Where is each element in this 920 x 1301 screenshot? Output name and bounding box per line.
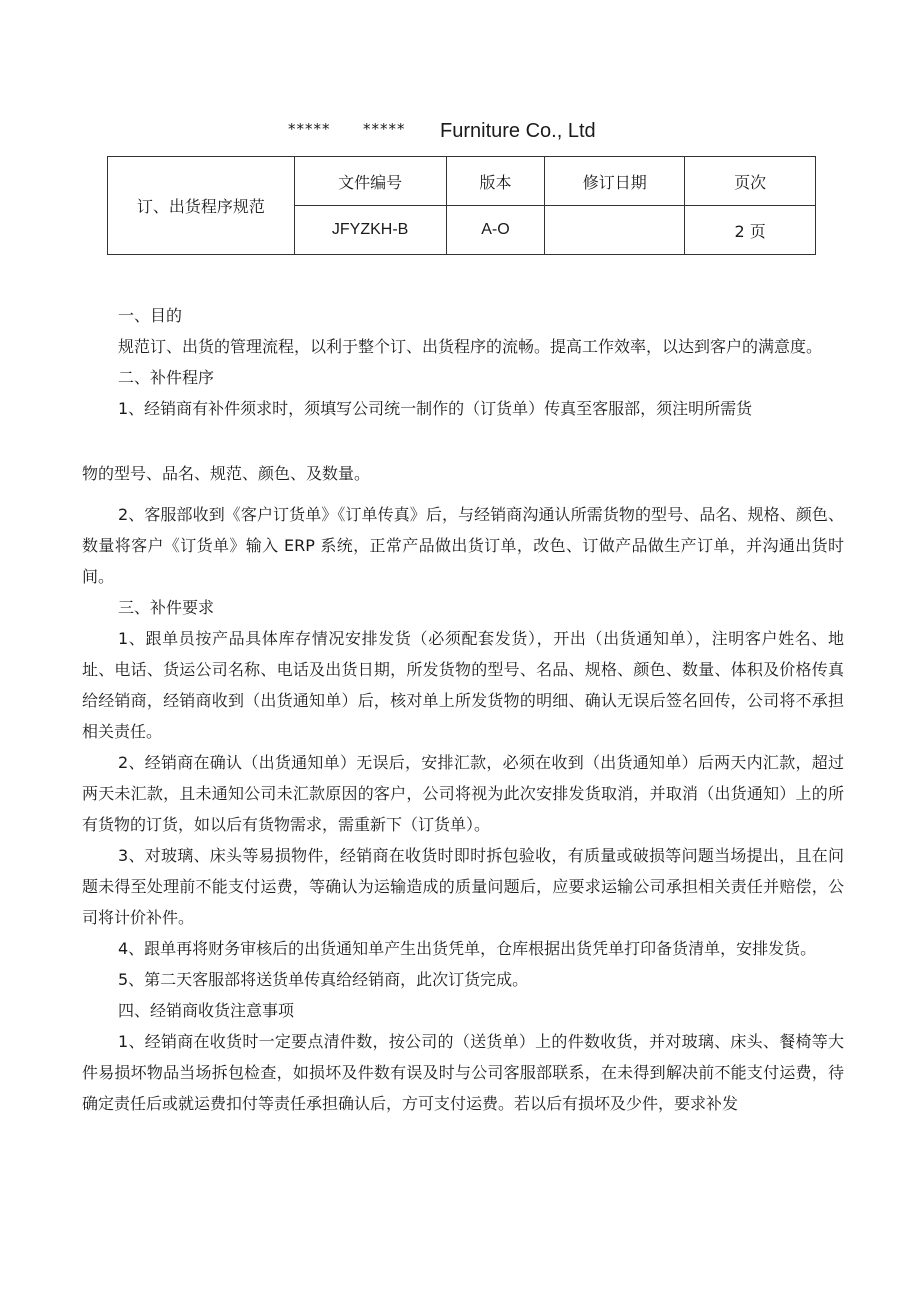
company-name: Furniture Co., Ltd: [440, 120, 596, 142]
document-title: 订、出货程序规范: [108, 157, 295, 255]
section-3-item-3: 3、对玻璃、床头等易损物件，经销商在收货时即时拆包验收，有质量或破损等问题当场提出，且在问题未得至处理前不能支付运费，等确认为运输造成的质量问题后，应要求运输公司承担相关责任并赔偿，公司将计价补件。: [82, 846, 844, 927]
revise-date-header: 修订日期: [545, 157, 685, 206]
document-body: [82, 300, 844, 1119]
doc-number-value: JFYZKH-B: [294, 206, 446, 255]
section-3-item-5: 5、第二天客服部将送货单传真给经销商，此次订货完成。: [118, 970, 529, 989]
section-3-item-4: 4、跟单再将财务审核后的出货通知单产生出货凭单，仓库根据出货凭单打印备货清单，安排发货。: [118, 939, 817, 958]
company-header: [0, 118, 920, 148]
pages-header: 页次: [685, 157, 816, 206]
section-4-item-1: 1、经销商在收货时一定要点清件数，按公司的（送货单）上的件数收货，并对玻璃、床头、餐椅等大件易损坏物品当场拆包检查，如损坏及件数有误及时与公司客服部联系，在未得到解决前不能支付运费，待确定责任后或就运费扣付等责任承担确认后，方可支付运费。若以后有损坏及少件，要求补发: [82, 1032, 844, 1113]
section-4-title: 四、经销商收货注意事项: [118, 1001, 295, 1020]
section-1-title: 一、目的: [118, 306, 183, 325]
section-2-item-1-line1: 1、经销商有补件须求时，须填写公司统一制作的（订货单）传真至客服部，须注明所需货: [118, 399, 753, 418]
section-2-item-1-line2: 物的型号、品名、规范、颜色、及数量。: [82, 464, 371, 483]
version-header: 版本: [446, 157, 545, 206]
section-3-item-1: 1、跟单员按产品具体库存情况安排发货（必须配套发货），开出（出货通知单），注明客户姓名、地址、电话、货运公司名称、电话及出货日期，所发货物的型号、名品、规格、颜色、数量、体积及价格传真给经销商，经销商收到（出货通知单）后，核对单上所发货物的明细、确认无误后签名回传，公司将不承担相关责任。: [82, 629, 844, 741]
version-value: A-O: [446, 206, 545, 255]
document-info-table: [107, 156, 816, 255]
masked-name-right: *****: [363, 120, 406, 138]
doc-number-header: 文件编号: [294, 157, 446, 206]
paragraph-gap: [82, 424, 844, 458]
pages-value: 2 页: [685, 206, 816, 255]
revise-date-value: [545, 206, 685, 255]
section-2-item-2: 2、客服部收到《客户订货单》《订单传真》后，与经销商沟通认所需货物的型号、品名、规格、颜色、数量将客户《订货单》输入 ERP 系统，正常产品做出货订单，改色、订做产品做生产订单，并沟通出货时间。: [82, 505, 844, 586]
section-1-paragraph: 规范订、出货的管理流程，以利于整个订、出货程序的流畅。提高工作效率，以达到客户的满意度。: [118, 337, 823, 356]
paragraph-gap: [82, 489, 844, 499]
section-3-title: 三、补件要求: [118, 598, 215, 617]
section-2-title: 二、补件程序: [118, 368, 215, 387]
section-3-item-2: 2、经销商在确认（出货通知单）无误后，安排汇款，必须在收到（出货通知单）后两天内汇款，超过两天未汇款，且未通知公司未汇款原因的客户，公司将视为此次安排发货取消，并取消（出货通知）上的所有货物的订货，如以后有货物需求，需重新下（订货单）。: [82, 753, 844, 834]
masked-name-left: *****: [288, 120, 331, 138]
